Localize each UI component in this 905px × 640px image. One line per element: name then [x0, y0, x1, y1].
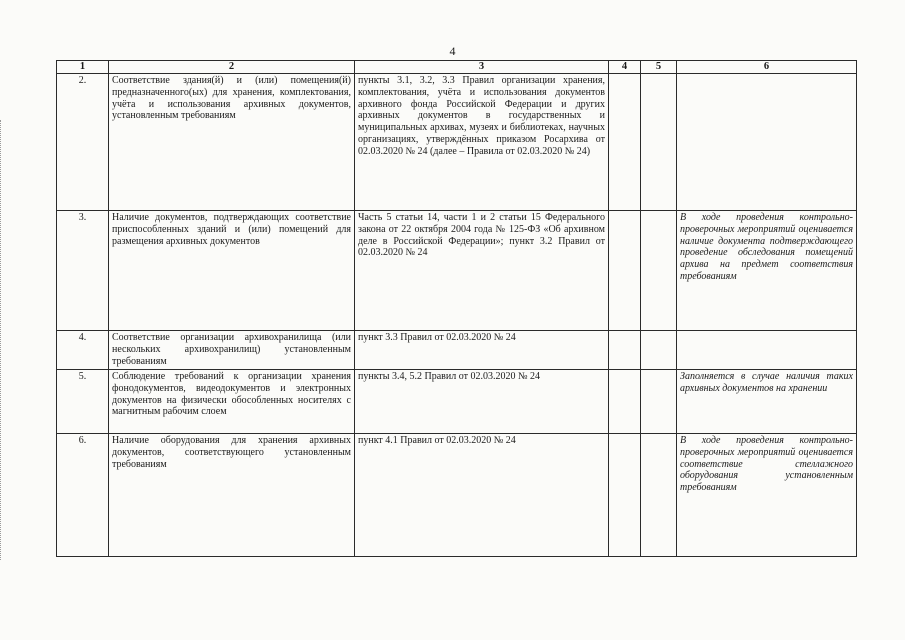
requirement-cell: Соответствие здания(й) и (или) помещения(й) предназначенного(ых) для хранения, комплектования, учёта и использования архивных документов, установленным требованиям [109, 74, 355, 211]
col4-cell [609, 74, 641, 211]
requirement-cell: Соответствие организации архивохранилища (или нескольких архивохранилищ) установленным требованиям [109, 331, 355, 370]
header-cell: 4 [609, 61, 641, 74]
requirement-cell: Соблюдение требований к организации хранения фонодокументов, видеодокументов и электронных документов на физически обособленных носителях с магнитным рабочим слоем [109, 370, 355, 434]
note-cell: В ходе проведения контрольно-проверочных мероприятий оценивается наличие документа подтверждающего проведение обследования помещений архива на предмет соответствия требованиям [677, 211, 857, 331]
row-number: 2. [57, 74, 109, 211]
col4-cell [609, 211, 641, 331]
table-row [57, 370, 857, 434]
table-header-row [57, 61, 857, 74]
note-cell [677, 74, 857, 211]
row-number: 3. [57, 211, 109, 331]
table-row [57, 434, 857, 557]
col4-cell [609, 331, 641, 370]
requirement-cell: Наличие документов, подтверждающих соответствие приспособленных зданий и (или) помещений для размещения архивных документов [109, 211, 355, 331]
col4-cell [609, 370, 641, 434]
col5-cell [641, 370, 677, 434]
table-row [57, 211, 857, 331]
header-cell: 1 [57, 61, 109, 74]
header-cell: 2 [109, 61, 355, 74]
reference-cell: пункты 3.1, 3.2, 3.3 Правил организации хранения, комплектования, учёта и использования документов архивного фонда Российской Федерации и других архивных документов в государственных и муниципальных архивах, музеях и библиотеках, научных организациях, утверждённых приказом Росархива от 02.03.2020 № 24 (далее – Правила от 02.03.2020 № 24) [355, 74, 609, 211]
reference-cell: пункт 4.1 Правил от 02.03.2020 № 24 [355, 434, 609, 557]
reference-cell: Часть 5 статьи 14, части 1 и 2 статьи 15 Федерального закона от 22 октября 2004 года № 125-ФЗ «Об архивном деле в Российской Федерации»; пункт 3.2 Правил от 02.03.2020 № 24 [355, 211, 609, 331]
col4-cell [609, 434, 641, 557]
col5-cell [641, 331, 677, 370]
col5-cell [641, 211, 677, 331]
row-number: 6. [57, 434, 109, 557]
checklist-table [56, 60, 857, 557]
header-cell: 6 [677, 61, 857, 74]
table-row [57, 74, 857, 211]
note-cell: Заполняется в случае наличия таких архивных документов на хранении [677, 370, 857, 434]
table-row [57, 331, 857, 370]
row-number: 5. [57, 370, 109, 434]
header-cell: 5 [641, 61, 677, 74]
page-number: 4 [449, 44, 456, 58]
note-cell [677, 331, 857, 370]
reference-cell: пункт 3.3 Правил от 02.03.2020 № 24 [355, 331, 609, 370]
col5-cell [641, 74, 677, 211]
row-number: 4. [57, 331, 109, 370]
col5-cell [641, 434, 677, 557]
requirement-cell: Наличие оборудования для хранения архивных документов, соответствующего установленным требованиям [109, 434, 355, 557]
reference-cell: пункты 3.4, 5.2 Правил от 02.03.2020 № 24 [355, 370, 609, 434]
note-cell: В ходе проведения контрольно-проверочных мероприятий оценивается соответствие стеллажного оборудования установленным требованиям [677, 434, 857, 557]
header-cell: 3 [355, 61, 609, 74]
scan-edge-line [0, 120, 4, 560]
